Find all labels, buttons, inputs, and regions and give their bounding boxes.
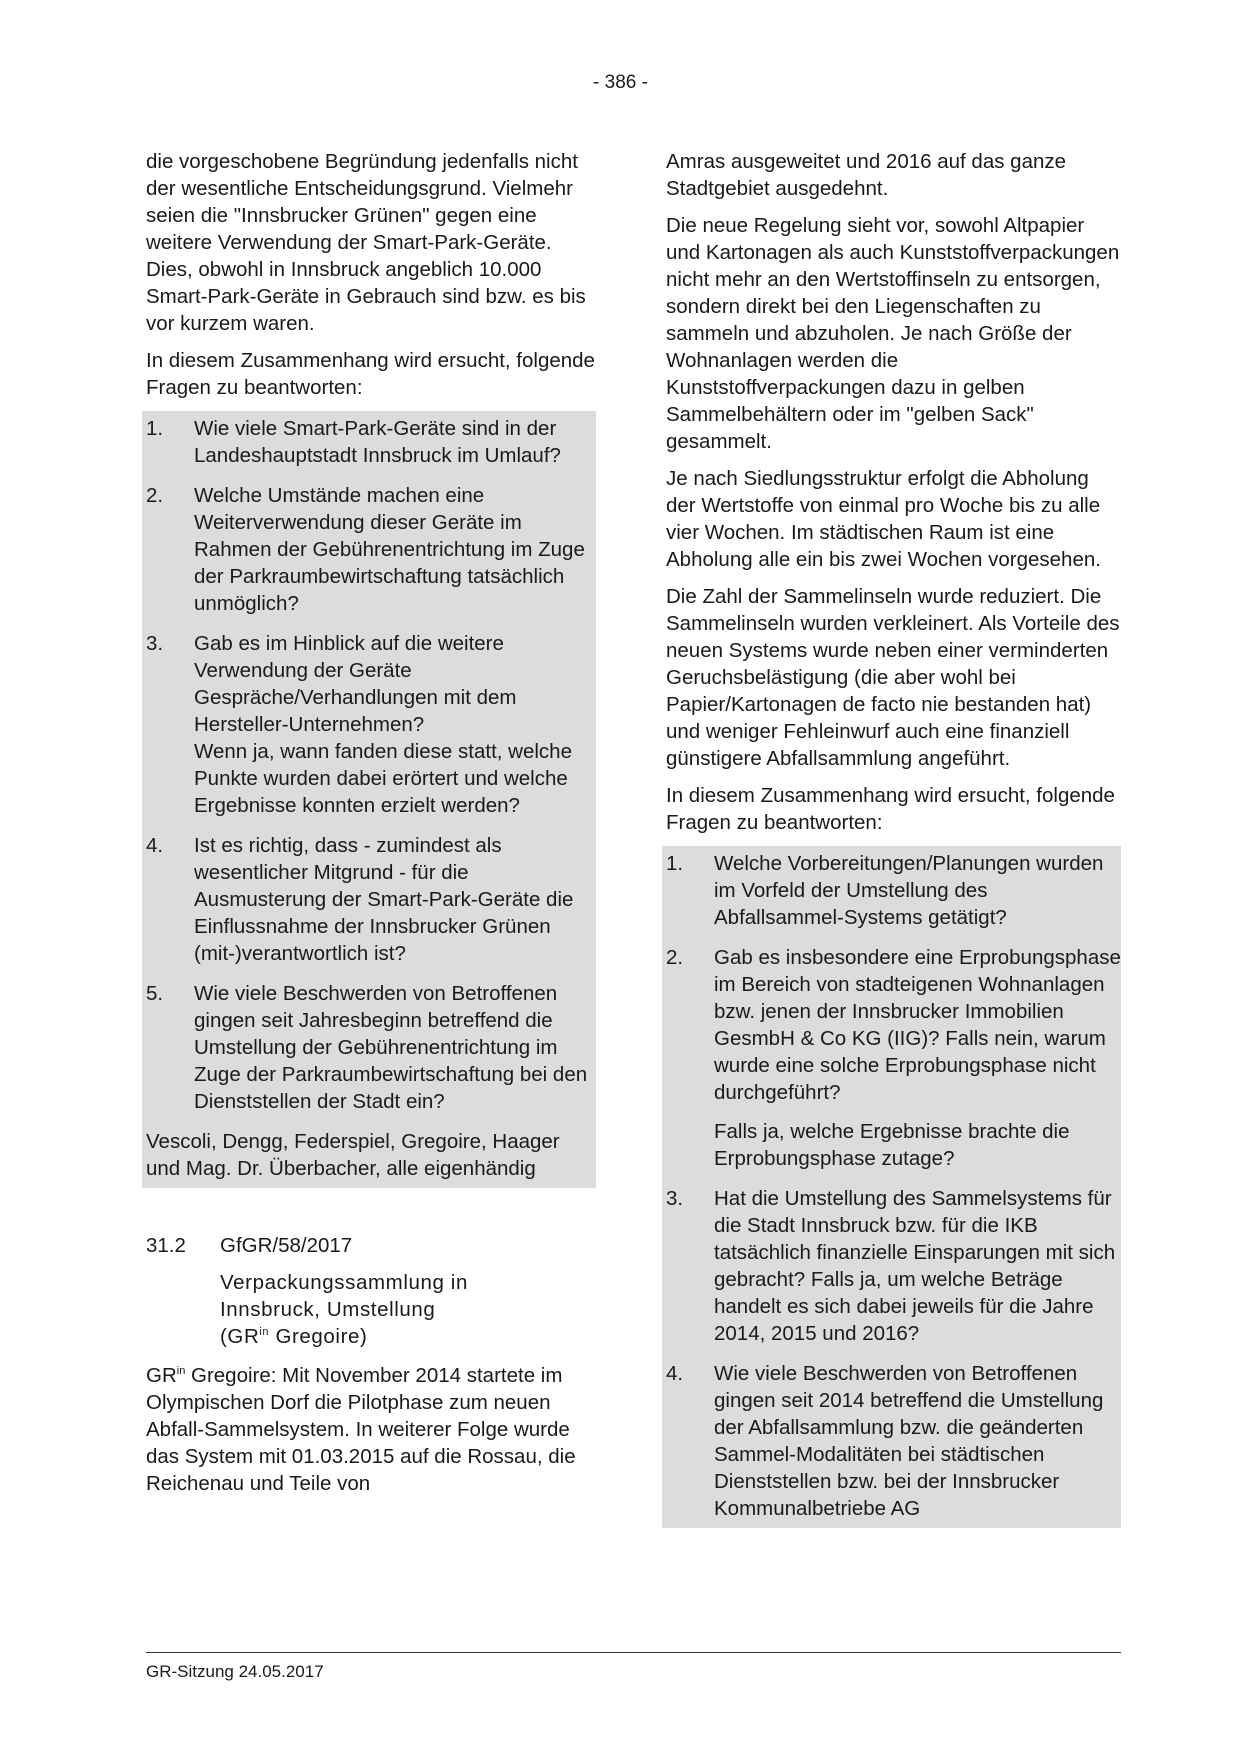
question-text: Ist es richtig, dass - zumindest als wesentlicher Mitgrund - für die Ausmusterung der Smart-Park-Geräte die Einflussnahme der Innsbrucker Grünen (mit-)verantwortlich ist? [194,834,574,965]
question-followup: Wenn ja, wann fanden diese statt, welche Punkte wurden dabei erörtert und welche Ergebnisse konnten erzielt werden? [194,740,572,817]
page-number: - 386 - [593,72,648,93]
question-number: 3. [666,1187,684,1210]
left-column [146,148,596,1507]
question-followup: Falls ja, welche Ergebnisse brachte die Erprobungsphase zutage? [714,1120,1070,1170]
agenda-number: 31.2 [146,1234,186,1257]
paragraph: Je nach Siedlungsstruktur erfolgt die Abholung der Wertstoffe von einmal pro Woche bis zu alle vier Wochen. Im städtischen Raum ist eine Abholung alle ein bis zwei Wochen vorgesehen. [666,467,1101,571]
question-number: 1. [146,417,164,440]
question-number: 3. [146,632,164,655]
question-item [146,630,596,819]
question-item [666,1360,1121,1522]
agenda-title-line: Innsbruck, Umstellung [220,1298,436,1321]
question-text: Welche Umstände machen eine Weiterverwendung dieser Geräte im Rahmen der Gebührenentrichtung im Zuge der Parkraumbewirtschaftung tatsächlich unmöglich? [194,484,585,615]
question-text: Gab es im Hinblick auf die weitere Verwendung der Geräte Gespräche/Verhandlungen mit dem Hersteller-Unternehmen? [194,632,517,736]
question-item [146,415,596,469]
question-item [146,980,596,1115]
question-item [666,850,1121,931]
agenda-title-line: Verpackungssammlung in [220,1271,468,1294]
question-item [146,832,596,967]
question-block-left [142,411,596,1188]
paragraph: Die neue Regelung sieht vor, sowohl Altpapier und Kartonagen als auch Kunststoffverpackungen nicht mehr an den Wertstoffinseln zu entsorgen, sondern direkt bei den Liegenschaften zu sammeln und abzuholen. Je nach Größe der Wohnanlagen werden die Kunststoffverpackungen dazu in gelben Sammelbehältern oder im "gelben Sack" gesammelt. [666,214,1120,453]
paragraph: Die Zahl der Sammelinseln wurde reduziert. Die Sammelinseln wurden verkleinert. Als Vorteile des neuen Systems wurde neben einer verminderten Geruchsbelästigung (die aber wohl bei Papier/Kartonagen de facto nie bestanden hat) und weniger Fehleinwurf auch eine finanziell günstigere Abfallsammlung angeführt. [666,585,1120,770]
question-text: Welche Vorbereitungen/Planungen wurden im Vorfeld der Umstellung des Abfallsammel-Systems getätigt? [714,852,1104,929]
question-text: Wie viele Beschwerden von Betroffenen gingen seit Jahresbeginn betreffend die Umstellung der Gebührenentrichtung im Zuge der Parkraumbewirtschaftung bei den Dienststellen der Stadt ein? [194,982,588,1113]
question-number: 2. [666,946,684,969]
question-number: 5. [146,982,164,1005]
question-number: 4. [666,1362,684,1385]
agenda-reference: GfGR/58/2017 [220,1234,353,1257]
right-column [666,148,1121,1528]
question-item [666,1185,1121,1347]
paragraph: Amras ausgeweitet und 2016 auf das ganze Stadtgebiet ausgedehnt. [666,150,1067,200]
intro-paragraph: die vorgeschobene Begründung jedenfalls nicht der wesentliche Entscheidungsgrund. Vielmehr seien die "Innsbrucker Grünen" gegen eine weitere Verwendung der Smart-Park-Geräte. Dies, obwohl in Innsbruck angeblich 10.000 Smart-Park-Geräte in Gebrauch sind bzw. es bis vor kurzem waren. [146,150,586,335]
question-number: 2. [146,484,164,507]
request-paragraph: In diesem Zusammenhang wird ersucht, folgende Fragen zu beantworten: [666,784,1115,834]
question-text: Gab es insbesondere eine Erprobungsphase im Bereich von stadteigenen Wohnanlagen bzw. jenen der Innsbrucker Immobilien GesmbH & Co KG (IIG)? Falls nein, warum wurde eine solche Erprobungsphase nicht durchgeführt? [714,946,1121,1104]
agenda-title [220,1269,596,1350]
footer-text: GR-Sitzung 24.05.2017 [146,1662,324,1681]
question-item [666,944,1121,1172]
agenda-item [146,1232,596,1350]
question-item [146,482,596,617]
question-text: Wie viele Smart-Park-Geräte sind in der Landeshauptstadt Innsbruck im Umlauf? [194,417,561,467]
question-block-right [662,846,1121,1528]
footer-rule [146,1652,1121,1653]
question-text: Wie viele Beschwerden von Betroffenen gingen seit 2014 betreffend die Umstellung der Abfallsammlung bzw. die geänderten Sammel-Modalitäten bei städtischen Dienststellen bzw. bei der Innsbrucker Kommunalbetriebe AG [714,1362,1104,1520]
question-text: Hat die Umstellung des Sammelsystems für die Stadt Innsbruck bzw. für die IKB tatsächlich finanzielle Einsparungen mit sich gebracht? Falls ja, um welche Beträge handelt es sich dabei jeweils für die Jahre 2014, 2015 und 2016? [714,1187,1116,1345]
question-number: 4. [146,834,164,857]
signatories: Vescoli, Dengg, Federspiel, Gregoire, Haager und Mag. Dr. Überbacher, alle eigenhändig [146,1130,560,1180]
question-number: 1. [666,852,684,875]
body-paragraph: $GR^{in}$ Gregoire: Mit November 2014 startete im Olympischen Dorf die Pilotphase zum neuen Abfall-Sammelsystem. In weiterer Folge wurde das System mit 01.03.2015 auf die Rossau, die Reichenau und Teile von [146,1364,576,1495]
request-paragraph: In diesem Zusammenhang wird ersucht, folgende Fragen zu beantworten: [146,349,595,399]
agenda-title-line: ($GR^{in}$ Gregoire) [220,1325,368,1348]
